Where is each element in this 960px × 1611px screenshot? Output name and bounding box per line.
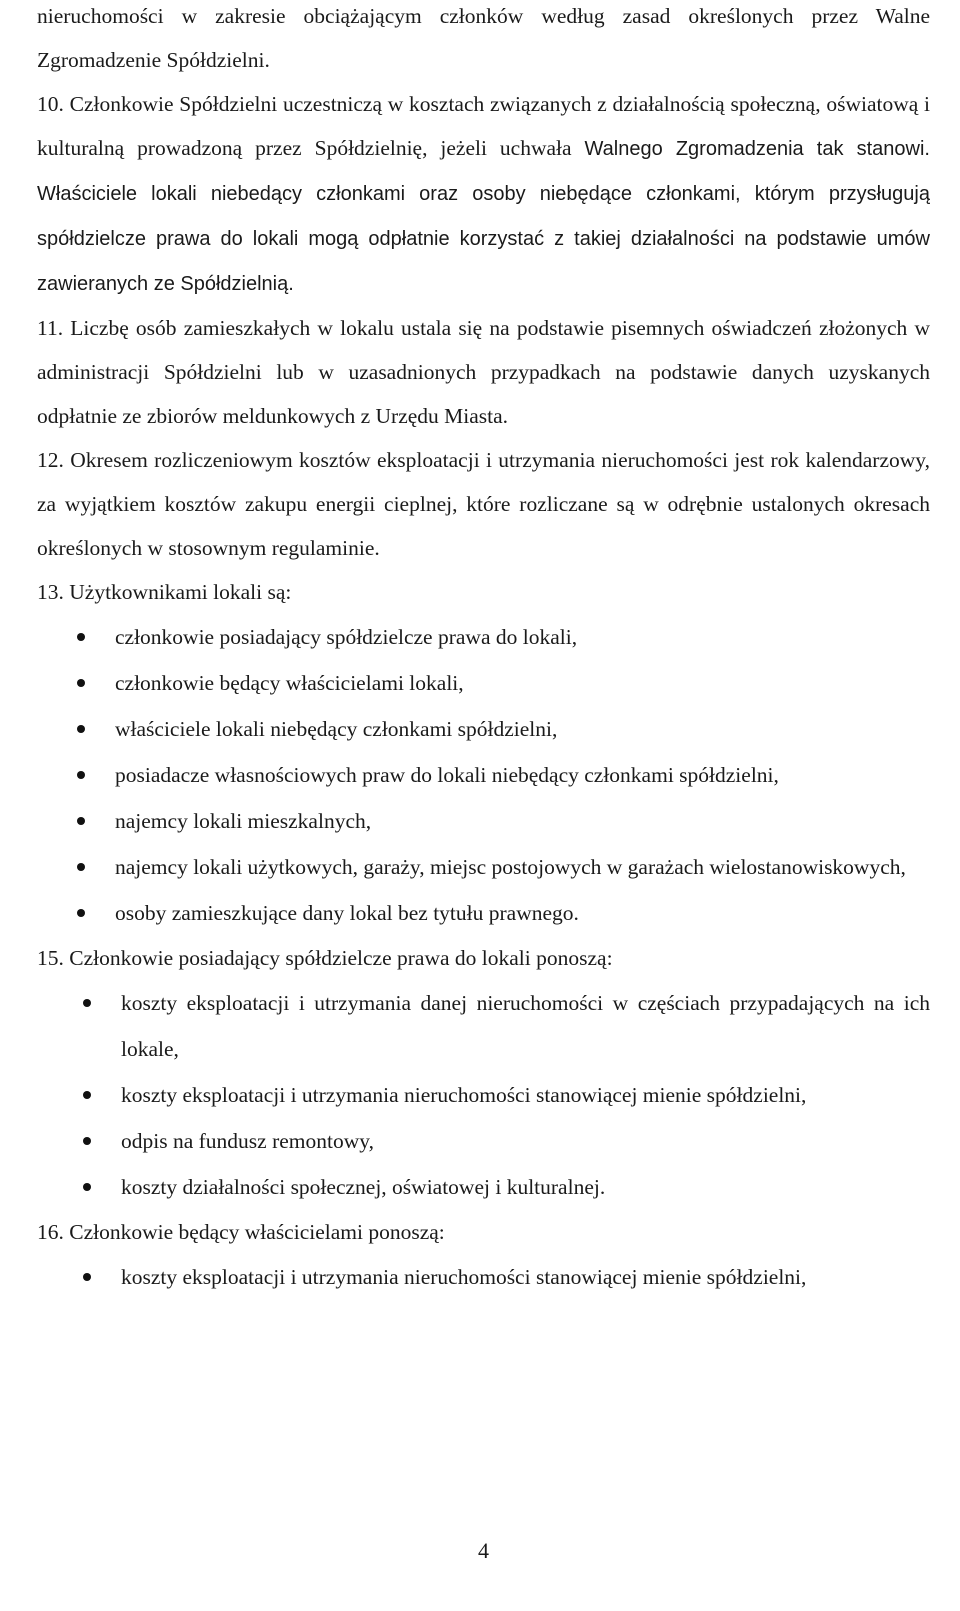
bullet-icon [77,725,85,733]
list-item-text: najemcy lokali mieszkalnych, [115,809,372,833]
item-11-text: Liczbę osób zamieszkałych w lokalu ustala się na podstawie pisemnych oświadczeń złożonych w administracji Spółdzielni lub w uzasadnionych przypadkach na podstawie danych uzyskanych odpłatnie ze zbiorów meldunkowych z Urzędu Miasta. [37,316,930,428]
list-item [37,844,930,890]
item-10-text-continued: Walnego Zgromadzenia tak stanowi. Właściciele lokali niebedący członkami oraz osoby niebędące członkami, którym przysługują spółdzielcze prawa do lokali mogą odpłatnie korzystać z takiej działalności na podstawie umów zawieranych ze Spółdzielnią. [37,138,930,295]
list-item [37,1118,930,1164]
list-item-text: posiadacze własnościowych praw do lokali niebędący członkami spółdzielni, [115,763,779,787]
item-15-number: 15. [37,946,64,970]
list-item [37,980,930,1072]
item-12-number: 12. [37,448,64,472]
item-10-text: Członkowie Spółdzielni uczestniczą w kosztach związanych z działalnością społeczną, oświatową i kulturalną prowadzoną przez Spółdzielnię, jeżeli uchwała [37,92,930,160]
item-11-number: 11. [37,316,64,340]
item-11 [37,306,930,438]
list-item [37,706,930,752]
list-item-text: koszty eksploatacji i utrzymania nieruchomości stanowiącej mienie spółdzielni, [121,1265,807,1289]
list-item-text: członkowie będący właścicielami lokali, [115,671,464,695]
intro-text: nieruchomości w zakresie obciążającym członków według zasad określonych przez Walne Zgromadzenie Spółdzielni. [37,4,930,72]
list-item-text: koszty eksploatacji i utrzymania danej nieruchomości w częściach przypadających na ich lokale, [121,991,930,1061]
item-10-number: 10. [37,92,64,116]
list-item-text: najemcy lokali użytkowych, garaży, miejsc postojowych w garażach wielostanowiskowych, [115,855,906,879]
item-12 [37,438,930,570]
list-item-text: osoby zamieszkujące dany lokal bez tytułu prawnego. [115,901,579,925]
list-item [37,614,930,660]
item-13-number: 13. [37,580,64,604]
list-item-text: członkowie posiadający spółdzielcze prawa do lokali, [115,625,578,649]
item-13-bullet-list [37,614,930,936]
bullet-icon [77,633,85,641]
list-item [37,1072,930,1118]
list-item-text: odpis na fundusz remontowy, [121,1129,374,1153]
list-item [37,1164,930,1210]
list-item-text: właściciele lokali niebędący członkami spółdzielni, [115,717,558,741]
list-item [37,890,930,936]
item-13 [37,570,930,614]
intro-paragraph [37,0,930,82]
bullet-icon [77,679,85,687]
item-16-text: Członkowie będący właścicielami ponoszą: [69,1220,445,1244]
document-page [37,0,930,1563]
page-number: 4 [478,1538,489,1563]
item-16-bullet-list [37,1254,930,1300]
list-item [37,798,930,844]
bullet-icon [77,909,85,917]
bullet-icon [77,863,85,871]
list-item [37,752,930,798]
bullet-icon [77,771,85,779]
item-13-text: Użytkownikami lokali są: [69,580,292,604]
bullet-icon [83,1183,91,1191]
item-16-number: 16. [37,1220,64,1244]
bullet-icon [83,1137,91,1145]
list-item-text: koszty działalności społecznej, oświatowej i kulturalnej. [121,1175,606,1199]
item-15-bullet-list [37,980,930,1210]
item-10 [37,82,930,306]
bullet-icon [83,1273,91,1281]
item-12-text: Okresem rozliczeniowym kosztów eksploatacji i utrzymania nieruchomości jest rok kalendarzowy, za wyjątkiem kosztów zakupu energii cieplnej, które rozliczane są w odrębnie ustalonych okresach określonych w stosownym regulaminie. [37,448,930,560]
list-item [37,1254,930,1300]
item-15 [37,936,930,980]
bullet-icon [83,999,91,1007]
item-16 [37,1210,930,1254]
item-15-text: Członkowie posiadający spółdzielcze prawa do lokali ponoszą: [69,946,613,970]
bullet-icon [83,1091,91,1099]
bullet-icon [77,817,85,825]
list-item [37,660,930,706]
list-item-text: koszty eksploatacji i utrzymania nieruchomości stanowiącej mienie spółdzielni, [121,1083,807,1107]
